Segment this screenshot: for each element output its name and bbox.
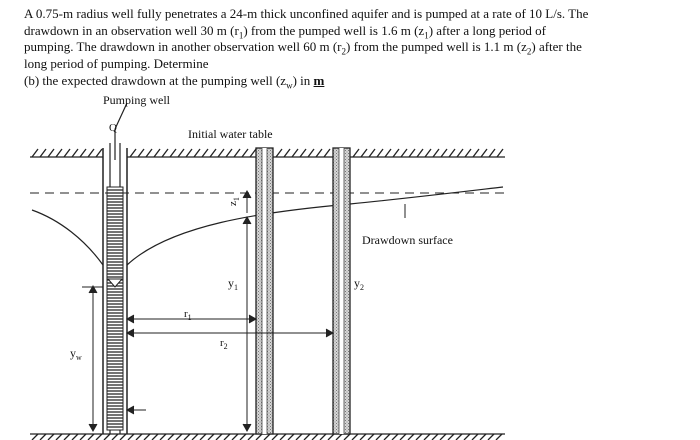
drawdown-surface-curve-left xyxy=(32,210,103,265)
problem-line-4: long period of pumping. Determine xyxy=(24,55,209,71)
svg-text:z1: $z_1$ xyxy=(227,197,241,206)
r2-label: $r_2$ xyxy=(220,337,228,351)
r2-dimension xyxy=(127,329,333,337)
problem-line-1: A 0.75-m radius well fully penetrates a 24-m thick unconfined aquifer and is pumped at a rate of 10 L/s. The xyxy=(24,6,589,21)
drawdown-surface-curve-right xyxy=(127,187,503,265)
z1-label xyxy=(227,197,241,206)
impervious-base xyxy=(30,434,505,440)
observation-well-2 xyxy=(333,148,350,434)
y2-label: $y_2$ xyxy=(354,276,364,292)
yw-arrow xyxy=(82,286,103,431)
question-part-b: (b) the expected drawdown at the pumping well $(z_w)$ in m xyxy=(24,73,325,91)
problem-line-2: drawdown in an observation well 30 m $(r_1)$ from the pumped well is 1.6 m $(z_1)$ after a long period of xyxy=(24,22,547,41)
initial-water-table-label: Initial water table xyxy=(188,127,273,141)
pumping-well-label: Pumping well xyxy=(103,93,171,107)
drawdown-surface-label: Drawdown surface xyxy=(362,233,453,247)
pumping-well xyxy=(103,103,127,434)
unit-m: m xyxy=(313,73,325,88)
r1-label: $r_1$ xyxy=(184,308,192,322)
y1-label: $y_1$ xyxy=(228,276,238,292)
well-inflow-arrows xyxy=(127,406,146,414)
problem-line-3: pumping. The drawdown in another observation well 60 m $(r_2)$ from the pumped well is 1.1 m $(z_2)$ after the xyxy=(24,39,582,57)
observation-well-1 xyxy=(256,148,273,434)
q-label: Q xyxy=(109,122,117,134)
z1-arrow xyxy=(243,191,251,213)
y1-arrow xyxy=(243,217,251,431)
yw-label: $y_w$ xyxy=(70,346,82,362)
